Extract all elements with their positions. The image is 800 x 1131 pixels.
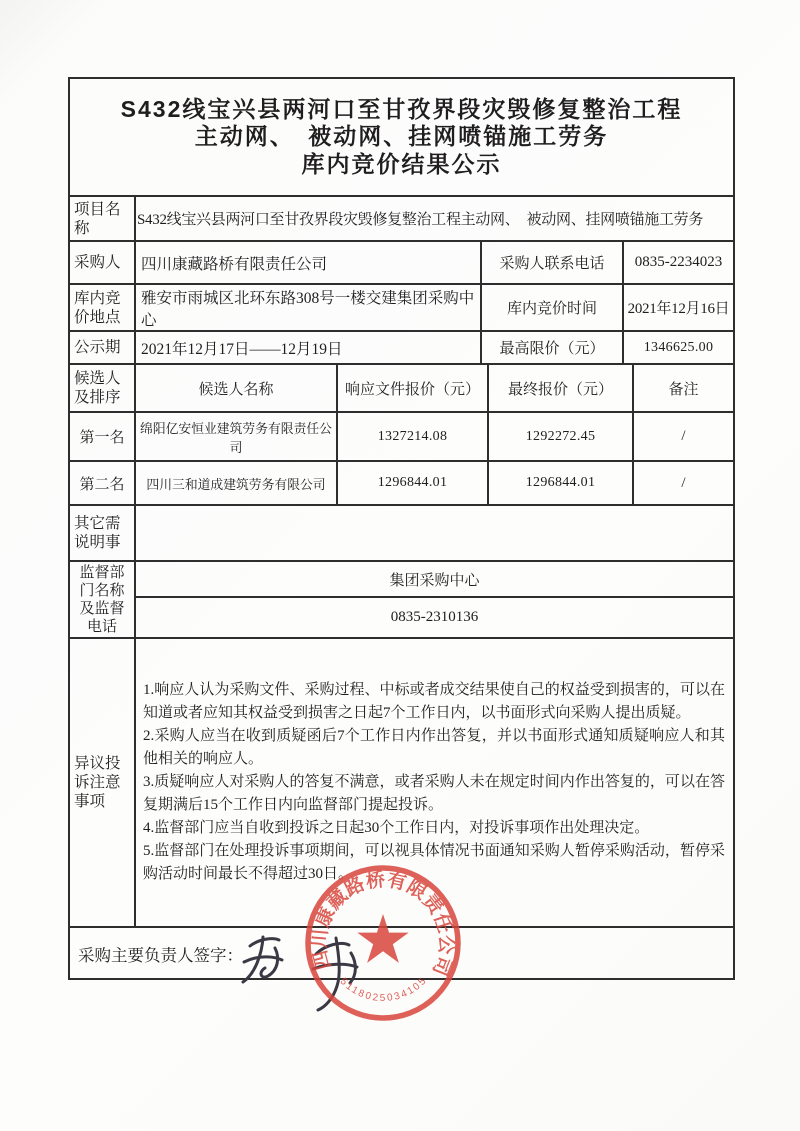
rank-header: 候选人 及排序	[74, 370, 121, 406]
title-line-3: 库内竞价结果公示	[301, 150, 502, 177]
table-row-candidate-1	[70, 413, 733, 462]
company-seal	[298, 858, 468, 1028]
objection-item-1: 1.响应人认为采购文件、采购过程、中标或者成交结果使自己的权益受到损害的，可以在知道或者应知其权益受到损害之日起7个工作日内，以书面形式向采购人提出质疑。	[143, 682, 725, 721]
row-project-name	[70, 197, 733, 242]
max-price-label: 最高限价（元）	[480, 332, 622, 363]
table-row-candidate-2	[70, 462, 733, 506]
row-venue	[70, 285, 733, 332]
max-price-value: 1346625.00	[622, 332, 733, 363]
row-other-notes	[70, 506, 733, 562]
other-notes-label: 其它需 说明事	[74, 515, 121, 551]
objection-item-2: 2.采购人应当在收到质疑函后7个工作日内作出答复，并以书面形式通知质疑响应人和其他相关的响应人。	[143, 728, 725, 767]
candidate-1-name: 绵阳亿安恒业建筑劳务有限责任公司	[134, 413, 336, 460]
other-notes-value	[134, 506, 733, 560]
document-title	[70, 79, 733, 197]
objection-item-4: 4.监督部门应当自收到投诉之日起30个工作日内，对投诉事项作出处理决定。	[143, 820, 650, 836]
period-label: 公示期	[74, 339, 121, 356]
announcement-table	[68, 77, 735, 980]
candidate-2-name: 四川三和道成建筑劳务有限公司	[134, 462, 336, 504]
candidate-1-final-price: 1292272.45	[487, 413, 632, 460]
signature-label: 采购主要负责人签字：	[78, 946, 243, 965]
doc-price-header: 响应文件报价（元）	[336, 365, 487, 411]
period-value: 2021年12月17日——12月19日	[134, 332, 480, 363]
buyer-value: 四川康藏路桥有限责任公司	[134, 242, 480, 283]
seal-number: 5118025034105	[337, 974, 430, 1005]
buyer-label: 采购人	[74, 254, 121, 271]
row-supervision	[70, 562, 733, 639]
candidate-2-remark: /	[632, 462, 733, 504]
candidate-name-header: 候选人名称	[134, 365, 336, 411]
row-candidate-header	[70, 365, 733, 413]
supervision-values	[134, 562, 733, 637]
supervision-label: 监督部 门名称 及监督 电话	[79, 564, 125, 635]
supervision-dept-name: 集团采购中心	[136, 562, 733, 598]
buyer-phone-label: 采购人联系电话	[480, 242, 622, 283]
project-name-label: 项目名 称	[74, 200, 121, 237]
project-name-value: S432线宝兴县两河口至甘孜界段灾毁修复整治工程主动网、 被动网、挂网喷锚施工劳务	[134, 197, 733, 240]
candidate-1-rank: 第一名	[79, 430, 125, 446]
objection-label: 异议投 诉注意 事项	[74, 755, 121, 810]
bid-time-value: 2021年12月16日	[622, 285, 733, 330]
row-buyer	[70, 242, 733, 285]
candidate-1-doc-price: 1327214.08	[336, 413, 487, 460]
candidate-2-final-price: 1296844.01	[487, 462, 632, 504]
bid-time-label: 库内竞价时间	[480, 285, 622, 330]
final-price-header: 最终报价（元）	[487, 365, 632, 411]
candidate-1-remark: /	[632, 413, 733, 460]
remark-header: 备注	[632, 365, 733, 411]
supervision-phone: 0835-2310136	[390, 609, 479, 625]
buyer-phone-value: 0835-2234023	[622, 242, 733, 283]
candidate-2-doc-price: 1296844.01	[336, 462, 487, 504]
objection-item-5: 5.监督部门在处理投诉事项期间，可以视具体情况书面通知采购人暂停采购活动，暂停采购活动时间最长不得超过30日。	[143, 843, 725, 882]
venue-label: 库内竞 价地点	[74, 289, 121, 326]
title-line-2: 主动网、 被动网、挂网喷锚施工劳务	[194, 123, 609, 150]
title-line-1: S432线宝兴县两河口至甘孜界段灾毁修复整治工程	[120, 95, 683, 122]
objection-item-3: 3.质疑响应人对采购人的答复不满意，或者采购人未在规定时间内作出答复的，可以在答复期满后15个工作日内向监督部门提起投诉。	[143, 774, 725, 813]
row-period	[70, 332, 733, 365]
seal-star-icon	[357, 914, 408, 963]
candidate-2-rank: 第二名	[79, 476, 125, 493]
seal-company-name: 四川康藏路桥有限责任公司	[309, 869, 457, 979]
venue-value: 雅安市雨城区北环东路308号一楼交建集团采购中心	[134, 285, 480, 330]
